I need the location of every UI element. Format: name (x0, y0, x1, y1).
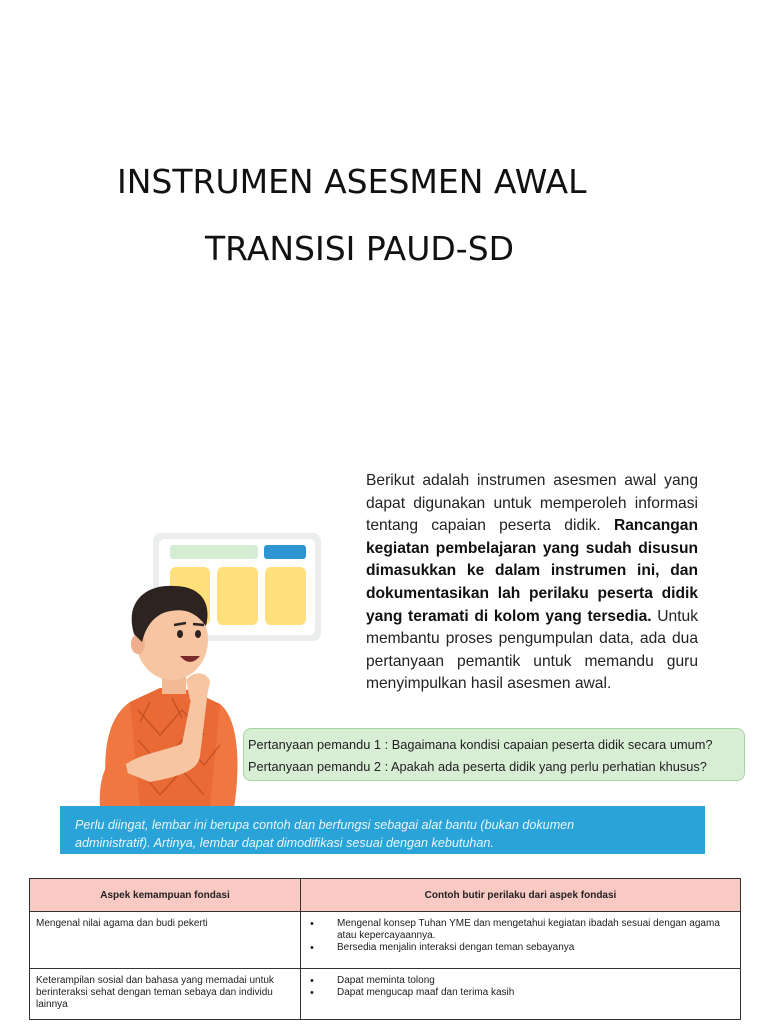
foundation-aspects-table (29, 878, 741, 1020)
table-header-behavior: Contoh butir perilaku dari aspek fondasi (301, 879, 741, 912)
intro-text-bold: Rancangan kegiatan pembelajaran yang sudah disusun dimasukkan ke dalam instrumen ini, dan dokumentasikan lah perilaku peserta didik yang teramati di kolom yang tersedia. (366, 517, 698, 625)
table-row (30, 969, 741, 1020)
behavior-item: • Dapat meminta tolong (337, 975, 734, 987)
behavior-list (307, 918, 734, 954)
aspect-cell: Keterampilan sosial dan bahasa yang memadai untuk berinteraksi sehat dengan teman sebaya dan individu lainnya (30, 969, 301, 1020)
behavior-item: • Mengenal konsep Tuhan YME dan mengetahui kegiatan ibadah sesuai dengan agama atau kepercayaannya. (337, 918, 734, 942)
behavior-cell (301, 969, 741, 1020)
table-header-row (30, 879, 741, 912)
reminder-line-2: administratif). Artinya, lembar dapat dimodifikasi sesuai dengan kebutuhan. (75, 836, 494, 850)
intro-text-1: Berikut adalah instrumen asesmen awal yang dapat digunakan untuk memperoleh informasi tentang capaian peserta didik. (366, 472, 698, 535)
intro-paragraph (366, 470, 698, 696)
guiding-questions-box (243, 728, 745, 781)
guiding-question-1: Pertanyaan pemandu 1 : Bagaimana kondisi capaian peserta didik secara umum? (248, 737, 713, 752)
table-row (30, 912, 741, 969)
intro-text-2: Untuk membantu proses pengumpulan data, ada dua pertanyaan pemantik untuk memandu guru menyimpulkan hasil asesmen awal. (366, 607, 698, 693)
guiding-question-2: Pertanyaan pemandu 2 : Apakah ada peserta didik yang perlu perhatian khusus? (248, 759, 707, 774)
reminder-line-1: Perlu diingat, lembar ini berupa contoh dan berfungsi sebagai alat bantu (bukan dokumen (75, 818, 575, 832)
behavior-item: • Bersedia menjalin interaksi dengan teman sebayanya (337, 942, 734, 954)
page-title-line-2: TRANSISI PAUD-SD (205, 229, 515, 268)
behavior-cell (301, 912, 741, 969)
page-title-line-1: INSTRUMEN ASESMEN AWAL (117, 162, 587, 201)
behavior-item: • Dapat mengucap maaf dan terima kasih (337, 987, 734, 999)
behavior-list (307, 975, 734, 999)
aspect-cell: Mengenal nilai agama dan budi pekerti (30, 912, 301, 969)
reminder-banner (60, 806, 705, 854)
table-header-aspect: Aspek kemampuan fondasi (30, 879, 301, 912)
